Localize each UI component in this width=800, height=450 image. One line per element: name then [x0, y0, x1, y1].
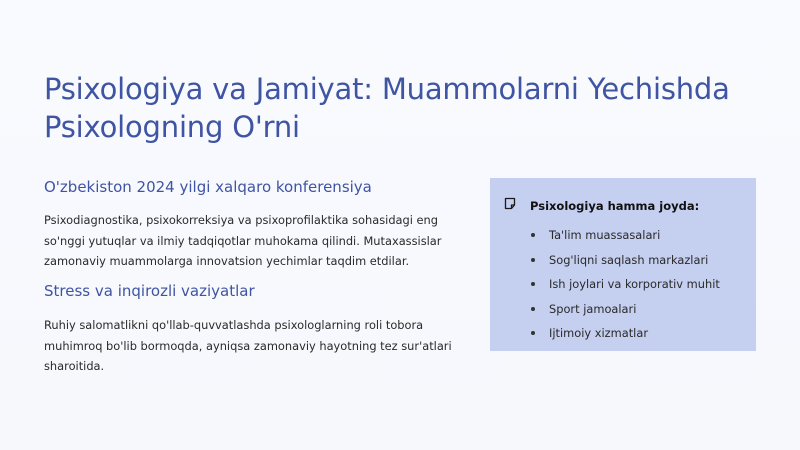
card-list — [530, 227, 720, 350]
list-item-label: Sport jamoalari — [549, 301, 637, 316]
info-card — [490, 178, 756, 351]
list-item-label: Ish joylari va korporativ muhit — [549, 277, 720, 291]
list-item — [530, 252, 720, 277]
bullet-icon — [531, 233, 535, 237]
card-title: Psixologiya hamma joyda: — [530, 199, 700, 213]
list-item-label: Ijtimoiy xizmatlar — [549, 326, 649, 340]
bullet-icon — [531, 282, 535, 286]
list-item — [530, 276, 720, 301]
list-item-label: Sog'liqni saqlash markazlari — [549, 252, 709, 267]
bullet-icon — [531, 258, 535, 262]
bullet-icon — [531, 307, 535, 311]
note-icon — [504, 197, 516, 210]
bullet-icon — [531, 331, 535, 335]
list-item-label: Ta'lim muassasalari — [549, 228, 661, 242]
list-item — [530, 227, 720, 252]
section-heading-conference: O'zbekiston 2024 yilgi xalqaro konferensiya — [44, 178, 372, 196]
section-text-conference: Psixodiagnostika, psixokorreksiya va psixoprofilaktika sohasidagi eng so'nggi yutuqlar va ilmiy tadqiqotlar muhokama qilindi. Mutaxassislar zamonaviy muammolarga innovatsion yechimlar taqdim etdilar. — [44, 213, 442, 268]
section-heading-stress: Stress va inqirozli vaziyatlar — [44, 282, 255, 300]
section-text-stress: Ruhiy salomatlikni qo'llab-quvvatlashda psixologlarning roli tobora muhimroq bo'lib bormoqda, ayniqsa zamonaviy hayotning tez sur'atlari sharoitida. — [44, 318, 452, 373]
list-item — [530, 325, 720, 350]
list-item — [530, 301, 720, 326]
slide-title: Psixologiya va Jamiyat: Muammolarni Yechishda Psixologning O'rni — [44, 72, 730, 144]
